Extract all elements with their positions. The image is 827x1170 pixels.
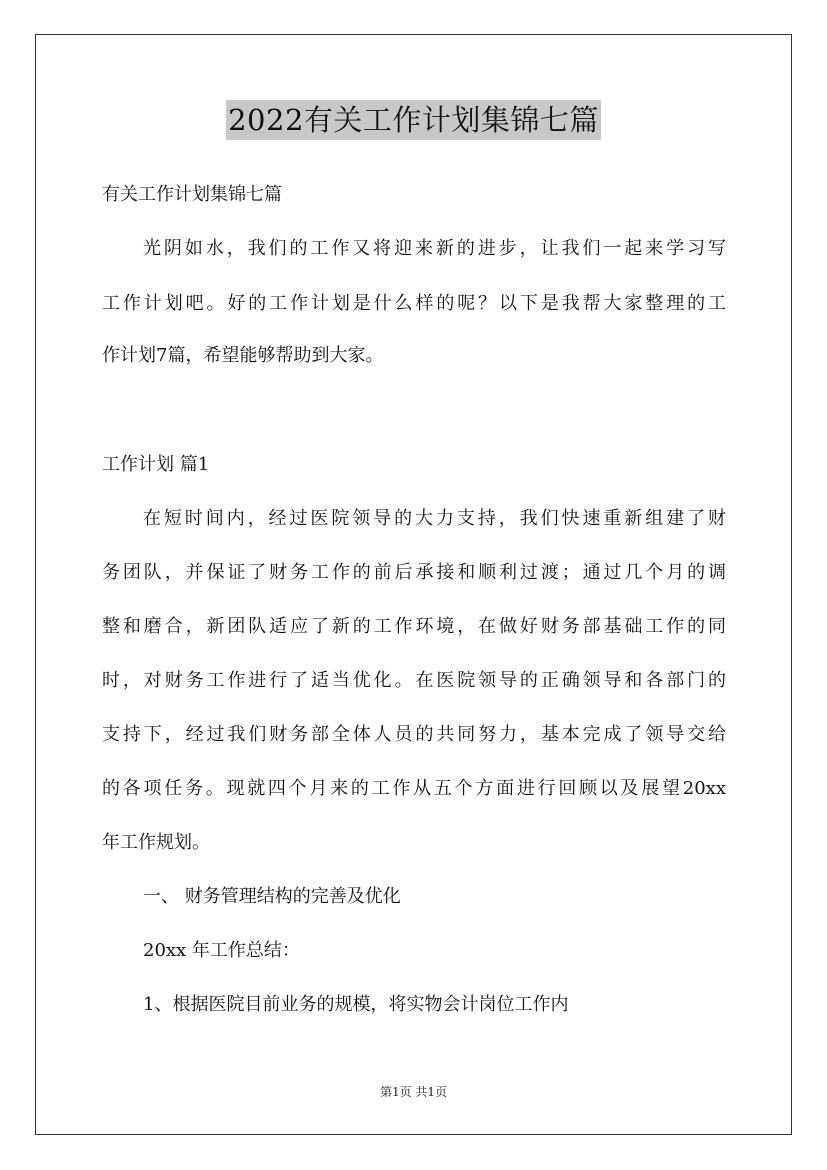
body-line-6: 的各项任务。现就四个月来的工作从五个方面进行回顾以及展望20xx (102, 778, 726, 799)
list-item-1: 1、根据医院目前业务的规模，将实物会计岗位工作内 (143, 994, 569, 1015)
body-line-5: 支持下，经过我们财务部全体人员的共同努力，基本完成了领导交给 (102, 724, 726, 745)
document-subtitle: 有关工作计划集锦七篇 (102, 184, 282, 205)
body-line-7: 年工作规划。 (102, 832, 210, 853)
intro-line-1: 光阴如水，我们的工作又将迎来新的进步，让我们一起来学习写 (143, 238, 726, 259)
body-line-3: 整和磨合，新团队适应了新的工作环境，在做好财务部基础工作的同 (102, 616, 726, 637)
body-line-1: 在短时间内，经过医院领导的大力支持，我们快速重新组建了财 (143, 508, 726, 529)
subheading: 一、 财务管理结构的完善及优化 (143, 886, 401, 907)
summary-label: 20xx 年工作总结： (143, 940, 300, 961)
page-footer: 第1页 共1页 (379, 1085, 448, 1099)
intro-line-3: 作计划7篇，希望能够帮助到大家。 (102, 345, 384, 366)
body-line-4: 时，对财务工作进行了适当优化。在医院领导的正确领导和各部门的 (102, 670, 726, 691)
intro-line-2: 工作计划吧。好的工作计划是什么样的呢？以下是我帮大家整理的工 (102, 293, 726, 314)
body-line-2: 务团队，并保证了财务工作的前后承接和顺利过渡；通过几个月的调 (102, 562, 726, 583)
title-container (0, 100, 827, 140)
document-title: 2022有关工作计划集锦七篇 (226, 100, 601, 140)
section-heading: 工作计划 篇1 (102, 454, 210, 475)
